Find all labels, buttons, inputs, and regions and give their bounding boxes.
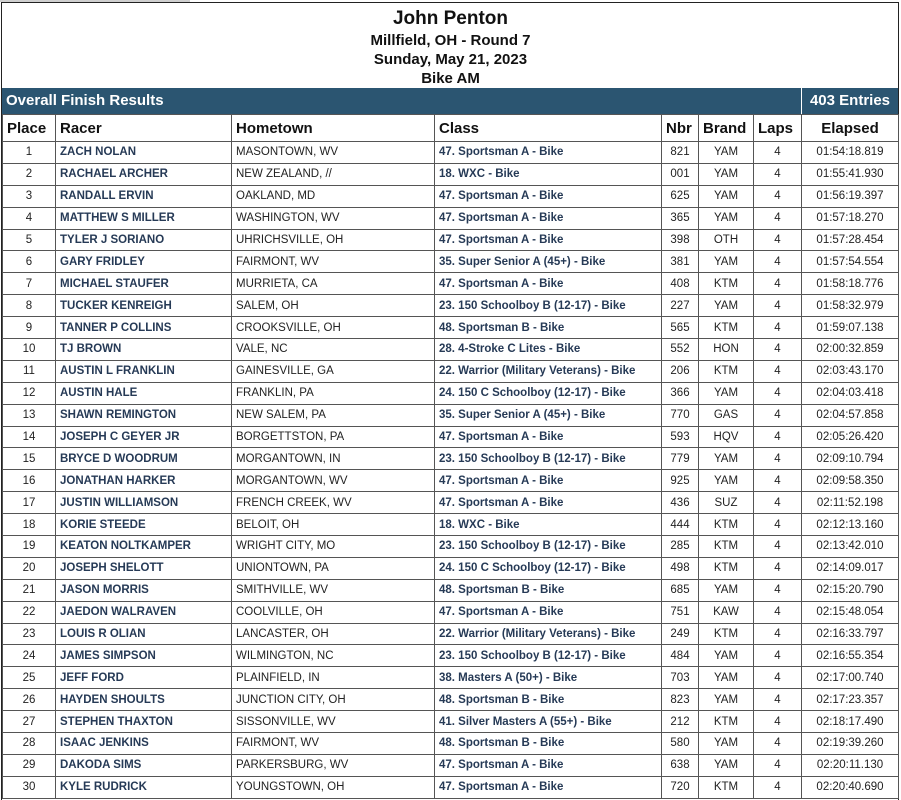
laps-cell: 4 [754, 470, 802, 492]
table-row [3, 711, 899, 733]
brand-cell: KTM [699, 317, 754, 339]
place-cell: 19 [3, 536, 56, 558]
laps-cell: 4 [754, 382, 802, 404]
number-cell: 703 [662, 667, 699, 689]
brand-cell: YAM [699, 448, 754, 470]
elapsed-cell: 01:57:54.554 [802, 251, 899, 273]
event-title: John Penton [392, 8, 509, 29]
laps-cell: 4 [754, 689, 802, 711]
brand-cell: YAM [699, 754, 754, 776]
class-link[interactable]: 35. Super Senior A (45+) - Bike [435, 251, 662, 273]
racer-link[interactable]: STEPHEN THAXTON [56, 711, 232, 733]
place-cell: 18 [3, 514, 56, 536]
place-cell: 27 [3, 711, 56, 733]
class-link[interactable]: 47. Sportsman A - Bike [435, 207, 662, 229]
table-row [3, 273, 899, 295]
class-link[interactable]: 47. Sportsman A - Bike [435, 229, 662, 251]
laps-cell: 4 [754, 185, 802, 207]
class-link[interactable]: 47. Sportsman A - Bike [435, 142, 662, 164]
racer-link[interactable]: AUSTIN L FRANKLIN [56, 360, 232, 382]
laps-cell: 4 [754, 733, 802, 755]
number-cell: 751 [662, 601, 699, 623]
place-cell: 12 [3, 382, 56, 404]
racer-link[interactable]: GARY FRIDLEY [56, 251, 232, 273]
results-table [2, 114, 899, 799]
class-link[interactable]: 47. Sportsman A - Bike [435, 754, 662, 776]
laps-cell: 4 [754, 426, 802, 448]
results-body [3, 142, 899, 799]
elapsed-cell: 02:04:57.858 [802, 404, 899, 426]
event-header [0, 3, 901, 88]
column-header-brand: Brand [699, 115, 754, 142]
number-cell: 580 [662, 733, 699, 755]
racer-link[interactable]: RANDALL ERVIN [56, 185, 232, 207]
place-cell: 24 [3, 645, 56, 667]
racer-link[interactable]: JAEDON WALRAVEN [56, 601, 232, 623]
brand-cell: KTM [699, 557, 754, 579]
place-cell: 26 [3, 689, 56, 711]
laps-cell: 4 [754, 579, 802, 601]
brand-cell: YAM [699, 251, 754, 273]
class-link[interactable]: 47. Sportsman A - Bike [435, 492, 662, 514]
laps-cell: 4 [754, 339, 802, 361]
class-link[interactable]: 28. 4-Stroke C Lites - Bike [435, 339, 662, 361]
brand-cell: YAM [699, 142, 754, 164]
laps-cell: 4 [754, 142, 802, 164]
racer-link[interactable]: HAYDEN SHOULTS [56, 689, 232, 711]
hometown-cell: FRENCH CREEK, WV [232, 492, 435, 514]
table-row [3, 514, 899, 536]
laps-cell: 4 [754, 536, 802, 558]
elapsed-cell: 02:12:13.160 [802, 514, 899, 536]
table-row [3, 360, 899, 382]
class-link[interactable]: 47. Sportsman A - Bike [435, 185, 662, 207]
table-row [3, 536, 899, 558]
place-cell: 3 [3, 185, 56, 207]
number-cell: 365 [662, 207, 699, 229]
class-link[interactable]: 47. Sportsman A - Bike [435, 601, 662, 623]
elapsed-cell: 02:11:52.198 [802, 492, 899, 514]
place-cell: 8 [3, 295, 56, 317]
elapsed-cell: 02:20:11.130 [802, 754, 899, 776]
hometown-cell: JUNCTION CITY, OH [232, 689, 435, 711]
laps-cell: 4 [754, 273, 802, 295]
column-header-elapsed: Elapsed [802, 115, 899, 142]
table-row [3, 470, 899, 492]
number-cell: 638 [662, 754, 699, 776]
brand-cell: HQV [699, 426, 754, 448]
brand-cell: HON [699, 339, 754, 361]
elapsed-cell: 02:17:23.357 [802, 689, 899, 711]
number-cell: 565 [662, 317, 699, 339]
racer-link[interactable]: TJ BROWN [56, 339, 232, 361]
number-cell: 552 [662, 339, 699, 361]
elapsed-cell: 02:09:58.350 [802, 470, 899, 492]
hometown-cell: OAKLAND, MD [232, 185, 435, 207]
number-cell: 381 [662, 251, 699, 273]
number-cell: 436 [662, 492, 699, 514]
brand-cell: YAM [699, 207, 754, 229]
place-cell: 13 [3, 404, 56, 426]
table-row [3, 733, 899, 755]
elapsed-cell: 02:03:43.170 [802, 360, 899, 382]
table-row [3, 426, 899, 448]
class-link[interactable]: 47. Sportsman A - Bike [435, 273, 662, 295]
racer-link[interactable]: KYLE RUDRICK [56, 776, 232, 798]
brand-cell: YAM [699, 645, 754, 667]
number-cell: 685 [662, 579, 699, 601]
hometown-cell: PLAINFIELD, IN [232, 667, 435, 689]
class-link[interactable]: 48. Sportsman B - Bike [435, 733, 662, 755]
racer-link[interactable]: BRYCE D WOODRUM [56, 448, 232, 470]
class-link[interactable]: 41. Silver Masters A (55+) - Bike [435, 711, 662, 733]
laps-cell: 4 [754, 317, 802, 339]
event-date: Sunday, May 21, 2023 [373, 51, 528, 68]
table-row [3, 317, 899, 339]
table-row [3, 251, 899, 273]
number-cell: 249 [662, 623, 699, 645]
column-header-class: Class [435, 115, 662, 142]
hometown-cell: WASHINGTON, WV [232, 207, 435, 229]
brand-cell: YAM [699, 295, 754, 317]
place-cell: 30 [3, 776, 56, 798]
number-cell: 484 [662, 645, 699, 667]
brand-cell: KTM [699, 711, 754, 733]
column-header-place: Place [3, 115, 56, 142]
table-row [3, 295, 899, 317]
racer-link[interactable]: MATTHEW S MILLER [56, 207, 232, 229]
racer-link[interactable]: JOSEPH SHELOTT [56, 557, 232, 579]
hometown-cell: UHRICHSVILLE, OH [232, 229, 435, 251]
table-row [3, 623, 899, 645]
brand-cell: KTM [699, 536, 754, 558]
class-link[interactable]: 48. Sportsman B - Bike [435, 317, 662, 339]
hometown-cell: GAINESVILLE, GA [232, 360, 435, 382]
event-session: Bike AM [421, 70, 480, 87]
class-link[interactable]: 48. Sportsman B - Bike [435, 579, 662, 601]
class-link[interactable]: 18. WXC - Bike [435, 163, 662, 185]
laps-cell: 4 [754, 251, 802, 273]
elapsed-cell: 01:54:18.819 [802, 142, 899, 164]
laps-cell: 4 [754, 404, 802, 426]
class-link[interactable]: 22. Warrior (Military Veterans) - Bike [435, 623, 662, 645]
place-cell: 28 [3, 733, 56, 755]
racer-link[interactable]: RACHAEL ARCHER [56, 163, 232, 185]
number-cell: 444 [662, 514, 699, 536]
number-cell: 770 [662, 404, 699, 426]
place-cell: 9 [3, 317, 56, 339]
place-cell: 20 [3, 557, 56, 579]
place-cell: 29 [3, 754, 56, 776]
table-row [3, 645, 899, 667]
number-cell: 285 [662, 536, 699, 558]
racer-link[interactable]: TUCKER KENREIGH [56, 295, 232, 317]
class-link[interactable]: 35. Super Senior A (45+) - Bike [435, 404, 662, 426]
place-cell: 14 [3, 426, 56, 448]
elapsed-cell: 01:56:19.397 [802, 185, 899, 207]
laps-cell: 4 [754, 776, 802, 798]
laps-cell: 4 [754, 667, 802, 689]
brand-cell: YAM [699, 382, 754, 404]
hometown-cell: NEW SALEM, PA [232, 404, 435, 426]
place-cell: 22 [3, 601, 56, 623]
elapsed-cell: 02:16:33.797 [802, 623, 899, 645]
brand-cell: KTM [699, 514, 754, 536]
number-cell: 625 [662, 185, 699, 207]
hometown-cell: MORGANTOWN, WV [232, 470, 435, 492]
column-header-hometown: Hometown [232, 115, 435, 142]
number-cell: 593 [662, 426, 699, 448]
table-row [3, 142, 899, 164]
class-link[interactable]: 47. Sportsman A - Bike [435, 470, 662, 492]
column-header-nbr: Nbr [662, 115, 699, 142]
event-location-round: Millfield, OH - Round 7 [370, 32, 531, 49]
place-cell: 16 [3, 470, 56, 492]
class-link[interactable]: 23. 150 Schoolboy B (12-17) - Bike [435, 448, 662, 470]
number-cell: 227 [662, 295, 699, 317]
table-row [3, 185, 899, 207]
table-row [3, 229, 899, 251]
hometown-cell: NEW ZEALAND, // [232, 163, 435, 185]
number-cell: 821 [662, 142, 699, 164]
table-row [3, 382, 899, 404]
results-bar [2, 88, 898, 114]
laps-cell: 4 [754, 711, 802, 733]
racer-link[interactable]: ZACH NOLAN [56, 142, 232, 164]
table-row [3, 689, 899, 711]
table-row [3, 579, 899, 601]
laps-cell: 4 [754, 645, 802, 667]
elapsed-cell: 02:13:42.010 [802, 536, 899, 558]
elapsed-cell: 02:19:39.260 [802, 733, 899, 755]
laps-cell: 4 [754, 754, 802, 776]
elapsed-cell: 02:04:03.418 [802, 382, 899, 404]
racer-link[interactable]: JASON MORRIS [56, 579, 232, 601]
laps-cell: 4 [754, 492, 802, 514]
table-row [3, 557, 899, 579]
hometown-cell: WILMINGTON, NC [232, 645, 435, 667]
hometown-cell: PARKERSBURG, WV [232, 754, 435, 776]
laps-cell: 4 [754, 295, 802, 317]
class-link[interactable]: 23. 150 Schoolboy B (12-17) - Bike [435, 645, 662, 667]
class-link[interactable]: 24. 150 C Schoolboy (12-17) - Bike [435, 557, 662, 579]
hometown-cell: CROOKSVILLE, OH [232, 317, 435, 339]
racer-link[interactable]: LOUIS R OLIAN [56, 623, 232, 645]
table-row [3, 448, 899, 470]
hometown-cell: YOUNGSTOWN, OH [232, 776, 435, 798]
elapsed-cell: 02:20:40.690 [802, 776, 899, 798]
table-row [3, 601, 899, 623]
hometown-cell: SISSONVILLE, WV [232, 711, 435, 733]
column-header-laps: Laps [754, 115, 802, 142]
hometown-cell: MASONTOWN, WV [232, 142, 435, 164]
number-cell: 925 [662, 470, 699, 492]
class-link[interactable]: 24. 150 C Schoolboy (12-17) - Bike [435, 382, 662, 404]
elapsed-cell: 02:05:26.420 [802, 426, 899, 448]
hometown-cell: SALEM, OH [232, 295, 435, 317]
elapsed-cell: 02:16:55.354 [802, 645, 899, 667]
place-cell: 17 [3, 492, 56, 514]
racer-link[interactable]: JUSTIN WILLIAMSON [56, 492, 232, 514]
racer-link[interactable]: SHAWN REMINGTON [56, 404, 232, 426]
class-link[interactable]: 18. WXC - Bike [435, 514, 662, 536]
brand-cell: KTM [699, 273, 754, 295]
hometown-cell: BORGETTSTON, PA [232, 426, 435, 448]
hometown-cell: MURRIETA, CA [232, 273, 435, 295]
racer-link[interactable]: KORIE STEEDE [56, 514, 232, 536]
hometown-cell: FAIRMONT, WV [232, 251, 435, 273]
place-cell: 4 [3, 207, 56, 229]
table-row [3, 163, 899, 185]
racer-link[interactable]: DAKODA SIMS [56, 754, 232, 776]
place-cell: 15 [3, 448, 56, 470]
number-cell: 206 [662, 360, 699, 382]
place-cell: 6 [3, 251, 56, 273]
table-row [3, 339, 899, 361]
results-bar-label: Overall Finish Results [6, 92, 164, 109]
brand-cell: YAM [699, 733, 754, 755]
elapsed-cell: 02:15:48.054 [802, 601, 899, 623]
table-row [3, 404, 899, 426]
brand-cell: YAM [699, 667, 754, 689]
entries-count: 403 Entries [801, 88, 898, 114]
number-cell: 779 [662, 448, 699, 470]
place-cell: 23 [3, 623, 56, 645]
elapsed-cell: 01:57:28.454 [802, 229, 899, 251]
laps-cell: 4 [754, 163, 802, 185]
brand-cell: YAM [699, 470, 754, 492]
laps-cell: 4 [754, 207, 802, 229]
hometown-cell: SMITHVILLE, WV [232, 579, 435, 601]
laps-cell: 4 [754, 229, 802, 251]
brand-cell: KTM [699, 776, 754, 798]
elapsed-cell: 02:00:32.859 [802, 339, 899, 361]
hometown-cell: WRIGHT CITY, MO [232, 536, 435, 558]
number-cell: 398 [662, 229, 699, 251]
place-cell: 1 [3, 142, 56, 164]
number-cell: 823 [662, 689, 699, 711]
place-cell: 11 [3, 360, 56, 382]
class-link[interactable]: 22. Warrior (Military Veterans) - Bike [435, 360, 662, 382]
laps-cell: 4 [754, 601, 802, 623]
hometown-cell: COOLVILLE, OH [232, 601, 435, 623]
laps-cell: 4 [754, 448, 802, 470]
brand-cell: KAW [699, 601, 754, 623]
elapsed-cell: 02:14:09.017 [802, 557, 899, 579]
racer-link[interactable]: MICHAEL STAUFER [56, 273, 232, 295]
table-row [3, 207, 899, 229]
elapsed-cell: 01:57:18.270 [802, 207, 899, 229]
number-cell: 212 [662, 711, 699, 733]
number-cell: 366 [662, 382, 699, 404]
racer-link[interactable]: JOSEPH C GEYER JR [56, 426, 232, 448]
racer-link[interactable]: TYLER J SORIANO [56, 229, 232, 251]
hometown-cell: UNIONTOWN, PA [232, 557, 435, 579]
elapsed-cell: 01:58:18.776 [802, 273, 899, 295]
laps-cell: 4 [754, 360, 802, 382]
table-row [3, 754, 899, 776]
racer-link[interactable]: TANNER P COLLINS [56, 317, 232, 339]
hometown-cell: FRANKLIN, PA [232, 382, 435, 404]
number-cell: 720 [662, 776, 699, 798]
elapsed-cell: 01:58:32.979 [802, 295, 899, 317]
racer-link[interactable]: JAMES SIMPSON [56, 645, 232, 667]
hometown-cell: VALE, NC [232, 339, 435, 361]
table-row [3, 492, 899, 514]
elapsed-cell: 01:55:41.930 [802, 163, 899, 185]
place-cell: 2 [3, 163, 56, 185]
laps-cell: 4 [754, 514, 802, 536]
number-cell: 001 [662, 163, 699, 185]
elapsed-cell: 02:18:17.490 [802, 711, 899, 733]
brand-cell: KTM [699, 360, 754, 382]
class-link[interactable]: 47. Sportsman A - Bike [435, 776, 662, 798]
laps-cell: 4 [754, 623, 802, 645]
column-header-racer: Racer [56, 115, 232, 142]
elapsed-cell: 01:59:07.138 [802, 317, 899, 339]
place-cell: 21 [3, 579, 56, 601]
table-row [3, 667, 899, 689]
brand-cell: YAM [699, 689, 754, 711]
class-link[interactable]: 38. Masters A (50+) - Bike [435, 667, 662, 689]
laps-cell: 4 [754, 557, 802, 579]
racer-link[interactable]: KEATON NOLTKAMPER [56, 536, 232, 558]
table-header-row [3, 115, 899, 142]
brand-cell: YAM [699, 579, 754, 601]
brand-cell: KTM [699, 623, 754, 645]
elapsed-cell: 02:17:00.740 [802, 667, 899, 689]
hometown-cell: MORGANTOWN, IN [232, 448, 435, 470]
place-cell: 10 [3, 339, 56, 361]
racer-link[interactable]: JONATHAN HARKER [56, 470, 232, 492]
elapsed-cell: 02:09:10.794 [802, 448, 899, 470]
hometown-cell: LANCASTER, OH [232, 623, 435, 645]
brand-cell: OTH [699, 229, 754, 251]
elapsed-cell: 02:15:20.790 [802, 579, 899, 601]
class-link[interactable]: 23. 150 Schoolboy B (12-17) - Bike [435, 536, 662, 558]
racer-link[interactable]: ISAAC JENKINS [56, 733, 232, 755]
brand-cell: YAM [699, 185, 754, 207]
racer-link[interactable]: AUSTIN HALE [56, 382, 232, 404]
place-cell: 7 [3, 273, 56, 295]
brand-cell: GAS [699, 404, 754, 426]
place-cell: 5 [3, 229, 56, 251]
number-cell: 498 [662, 557, 699, 579]
table-row [3, 776, 899, 798]
brand-cell: SUZ [699, 492, 754, 514]
place-cell: 25 [3, 667, 56, 689]
brand-cell: YAM [699, 163, 754, 185]
number-cell: 408 [662, 273, 699, 295]
hometown-cell: BELOIT, OH [232, 514, 435, 536]
class-link[interactable]: 47. Sportsman A - Bike [435, 426, 662, 448]
class-link[interactable]: 23. 150 Schoolboy B (12-17) - Bike [435, 295, 662, 317]
racer-link[interactable]: JEFF FORD [56, 667, 232, 689]
class-link[interactable]: 48. Sportsman B - Bike [435, 689, 662, 711]
hometown-cell: FAIRMONT, WV [232, 733, 435, 755]
